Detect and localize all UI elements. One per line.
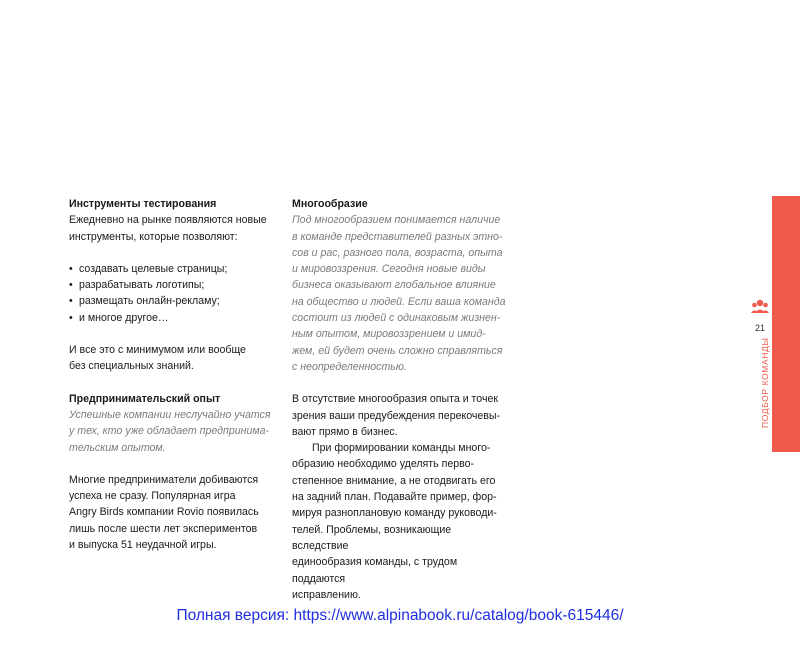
- diversity-quote-line: Под многообразием понимается наличие: [292, 214, 501, 227]
- diversity-para2-line: исправлению.: [292, 588, 361, 601]
- experience-body-line: Многие предприниматели добиваются: [69, 473, 259, 486]
- testing-tools-intro-line: Ежедневно на рынке появляются новые: [69, 214, 267, 227]
- right-column: [292, 196, 507, 603]
- section-label: ПОДБОР КОМАНДЫ: [760, 337, 770, 428]
- experience-body-line: лишь после шести лет экспериментов: [69, 522, 258, 535]
- experience-body-line: Angry Birds компании Rovio появилась: [69, 506, 259, 519]
- diversity-para2-line: степенное внимание, а не отодвигать его: [292, 474, 496, 487]
- diversity-para2-line: мируя разноплановую команду руководи-: [292, 507, 497, 520]
- tools-bullet-list: [69, 261, 274, 326]
- diversity-para2-line: При формировании команды много-: [312, 442, 491, 455]
- diversity-para2-line: на задний план. Подавайте пример, фор-: [292, 491, 497, 504]
- testing-tools-outro-line: без специальных знаний.: [69, 360, 194, 373]
- diversity-quote-line: в команде представителей разных этно-: [292, 230, 503, 243]
- bullet-item: • разрабатывать логотипы;: [69, 277, 274, 293]
- testing-tools-heading: Инструменты тестирования: [69, 198, 217, 210]
- left-column: [69, 196, 274, 553]
- diversity-quote-line: ным опытом, мировоззрением и имид-: [292, 328, 486, 341]
- testing-tools-outro-line: И все это с минимумом или вообще: [69, 344, 246, 357]
- experience-quote-line: тельским опытом.: [69, 441, 166, 454]
- diversity-para1-line: зрения ваши предубеждения перекочевы-: [292, 409, 501, 422]
- bullet-item: • размещать онлайн-рекламу;: [69, 293, 274, 309]
- page-number: 21: [754, 323, 765, 333]
- diversity-quote-line: жем, ей будет очень сложно справляться: [292, 344, 503, 357]
- diversity-quote-line: бизнеса оказывают глобальное влияние: [292, 279, 496, 292]
- diversity-para2-line: единообразия команды, с трудом поддаются: [292, 556, 458, 585]
- diversity-quote-line: сов и рас, разного пола, возраста, опыта: [292, 246, 503, 259]
- bullet-item: • создавать целевые страницы;: [69, 261, 274, 277]
- diversity-para1-line: В отсутствие многообразия опыта и точек: [292, 393, 498, 406]
- diversity-para1-line: вают прямо в бизнес.: [292, 425, 398, 438]
- full-version-link[interactable]: Полная версия: https://www.alpinabook.ru/catalog/book-615446/: [176, 607, 624, 624]
- diversity-quote-line: с неопределенностью.: [292, 360, 407, 373]
- diversity-para2-line: образию необходимо уделять перво-: [292, 458, 475, 471]
- experience-body-line: успеха не сразу. Популярная игра: [69, 490, 236, 503]
- diversity-quote-line: состоит из людей с одинаковым жизнен-: [292, 312, 501, 325]
- team-icon: [750, 297, 770, 317]
- diversity-quote-line: и мировоззрения. Сегодня новые виды: [292, 263, 486, 276]
- section-accent-tab: [772, 196, 800, 452]
- experience-quote-line: Успешные компании неслучайно учатся: [69, 408, 271, 421]
- testing-tools-intro-line: инструменты, которые позволяют:: [69, 230, 238, 243]
- diversity-para2-line: телей. Проблемы, возникающие вследствие: [292, 523, 452, 552]
- diversity-heading: Многообразие: [292, 198, 368, 210]
- bullet-item: • и многое другое…: [69, 310, 274, 326]
- experience-quote-line: у тех, кто уже обладает предпринимa-: [69, 425, 270, 438]
- experience-body-line: и выпуска 51 неудачной игры.: [69, 539, 217, 552]
- diversity-quote-line: на общество и людей. Если ваша команда: [292, 295, 506, 308]
- experience-heading: Предпринимательский опыт: [69, 392, 221, 405]
